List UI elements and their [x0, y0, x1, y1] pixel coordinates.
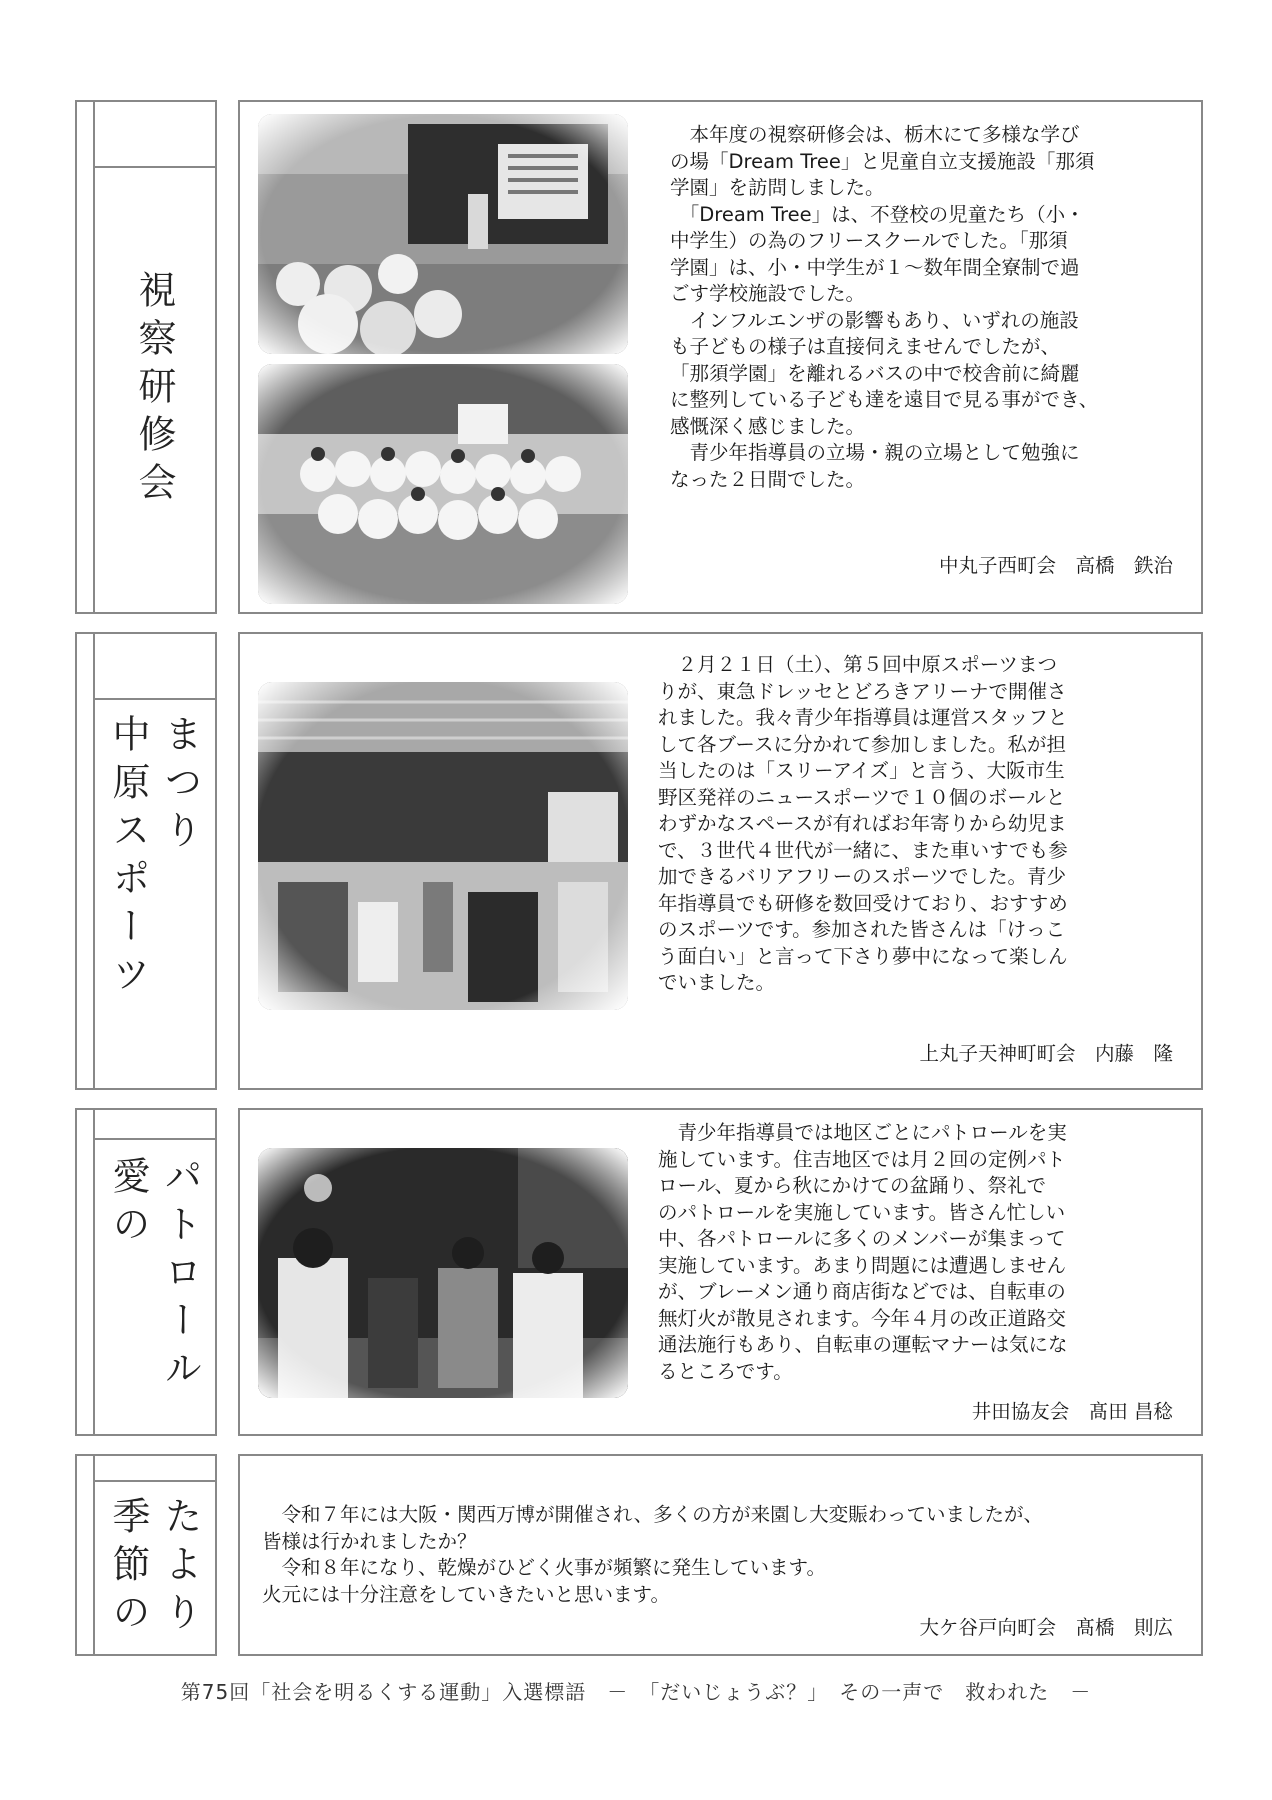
photo-group [258, 364, 628, 604]
section-seasonal-news [75, 1454, 1203, 1656]
section-author: 上丸子天神町町会 内藤 隆 [919, 1042, 1173, 1065]
section-title-panel [75, 1108, 217, 1436]
section-body: ２月２１日（土）、第５回中原スポーツまつ りが、東急ドレッセとどろきアリーナで開催さ れました。我々青少年指導員は運営スタッフと して各ブースに分かれて参加しました。私が担 当したのは「スリーアイズ」と言う、大阪市生 野区発祥のニュースポーツで１０個のボールと わずかなスペースが有ればお年寄りから幼児ま で、３世代４世代が一緒に、また車いすでも参 加できるバリアフリーのスポーツでした。青少 年指導員でも研修を数回受けており、おすすめ のスポーツです。参加された皆さんは「けっこ う面白い」と言って下さり夢中になって楽しん でいました。 [658, 653, 1068, 994]
section-body: 令和７年には大阪・関西万博が開催され、多くの方が来園し大変賑わっていましたが、 皆様は行かれましたか？ 令和８年になり、乾燥がひどく火事が頻繁に発生しています。 火元には十分注意をしていきたいと思います。 [262, 1503, 1043, 1606]
photo-arena [258, 682, 628, 1010]
section-content [238, 632, 1203, 1090]
photo-lecture [258, 114, 628, 354]
photo-patrol [258, 1148, 628, 1398]
section-title-col2: パトロール [158, 1156, 202, 1396]
section-patrol [75, 1108, 1203, 1436]
section-title-col1: 中原スポーツ [106, 714, 150, 1002]
section-title-col1: 愛の [106, 1156, 150, 1252]
section-title-panel [75, 100, 217, 614]
section-title: 視察研修会 [132, 270, 176, 510]
section-title-col1: 季節の [106, 1496, 150, 1640]
section-content [238, 1454, 1203, 1656]
section-title-col2: まつり [158, 714, 202, 858]
section-content [238, 100, 1203, 614]
section-author: 中丸子西町会 高橋 鉄治 [938, 554, 1173, 577]
section-author: 大ケ谷戸向町会 髙橋 則広 [919, 1616, 1173, 1639]
section-content [238, 1108, 1203, 1436]
section-author: 井田協友会 髙田 昌稔 [971, 1400, 1173, 1423]
section-title-panel [75, 632, 217, 1090]
section-sports-festival [75, 632, 1203, 1090]
section-body: 青少年指導員では地区ごとにパトロールを実 施しています。住吉地区では月２回の定例パト ロール、夏から秋にかけての盆踊り、祭礼で のパトロールを実施しています。皆さん忙しい 中、各パトロールに多くのメンバーが集まって 実施しています。あまり問題には遭遇しません が、ブレーメン通り商店街などでは、自転車の 無灯火が散見されます。今年４月の改正道路交 通法施行もあり、自転車の運転マナーは気にな るところです。 [658, 1121, 1068, 1383]
footer-slogan: 第75回「社会を明るくする運動」入選標語 － 「だいじょうぶ？」 その一声で 救われた － [180, 1680, 1092, 1704]
section-title-panel [75, 1454, 217, 1656]
section-inspection-tour [75, 100, 1203, 614]
section-body: 本年度の視察研修会は、栃木にて多様な学び の場「Dream Tree」と児童自立支援施設「那須 学園」を訪問しました。 「Dream Tree」は、不登校の児童たち（小・ 中学生）の為のフリースクールでした。「那須 学園」は、小・中学生が１～数年間全寮制で過 ごす学校施設でした。 インフルエンザの影響もあり、いずれの施設 も子どもの様子は直接伺えませんでしたが、 「那須学園」を離れるバスの中で校舎前に綺麗 に整列している子ども達を遠目で見る事ができ、 感慨深く感じました。 青少年指導員の立場・親の立場として勉強に なった２日間でした。 [670, 123, 1099, 491]
section-title-col2: たより [158, 1496, 202, 1640]
